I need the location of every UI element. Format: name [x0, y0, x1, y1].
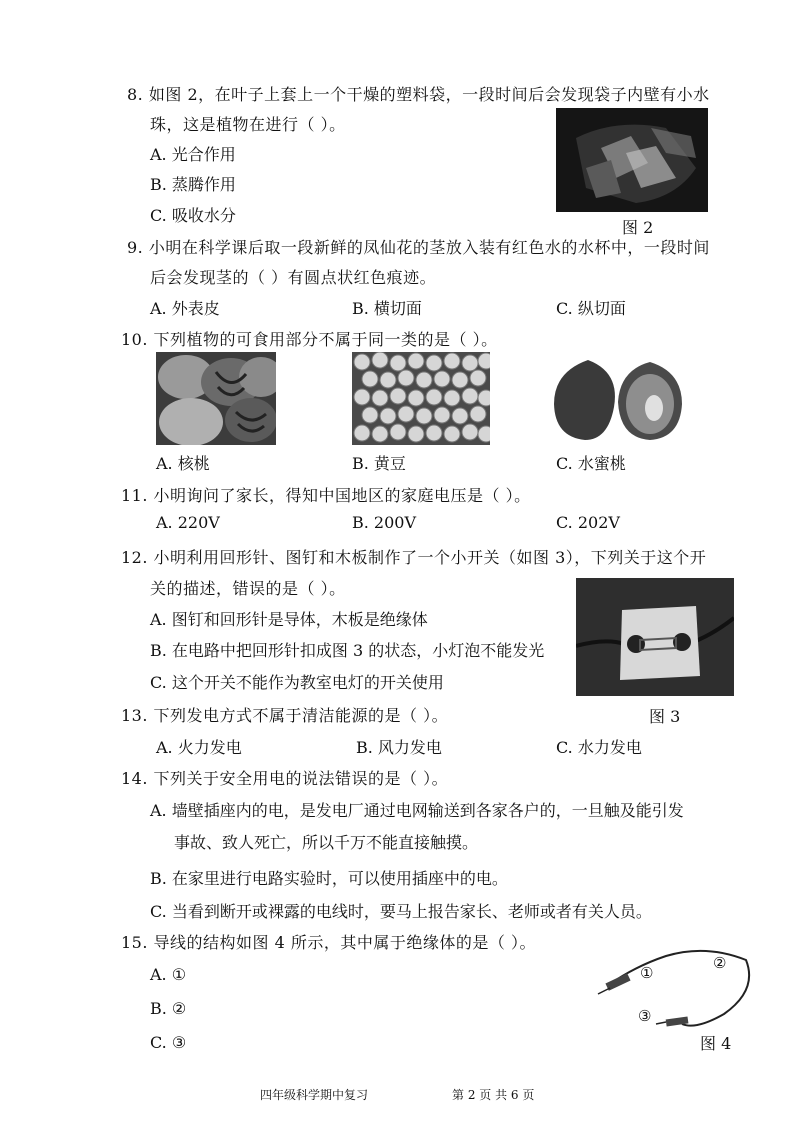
q10-option-a: A. 核桃	[156, 454, 210, 473]
figure-4-wire-diagram	[596, 938, 760, 1038]
q14-option-b: B. 在家里进行电路实验时，可以使用插座中的电。	[150, 869, 508, 888]
q15-option-b: B. ②	[150, 999, 187, 1018]
figure-2-caption: 图 2	[622, 218, 654, 237]
q10-line1: 10. 下列植物的可食用部分不属于同一类的是（ ）。	[121, 330, 498, 349]
walnut-photo	[156, 352, 276, 445]
q14-line1: 14. 下列关于安全用电的说法错误的是（ ）。	[121, 769, 449, 788]
q10-option-b: B. 黄豆	[352, 454, 406, 473]
q8-option-a: A. 光合作用	[150, 145, 236, 164]
q11-option-a: A. 220V	[156, 513, 220, 532]
q11-option-c: C. 202V	[556, 513, 620, 532]
footer-course-title: 四年级科学期中复习	[260, 1088, 369, 1102]
q13-line1: 13. 下列发电方式不属于清洁能源的是（ ）。	[121, 706, 449, 725]
q15-line1: 15. 导线的结构如图 4 所示，其中属于绝缘体的是（ ）。	[121, 933, 536, 952]
figure-3-caption: 图 3	[649, 707, 681, 726]
q11-option-b: B. 200V	[352, 513, 417, 532]
q15-option-c: C. ③	[150, 1033, 187, 1052]
q12-option-a: A. 图钉和回形针是导体，木板是绝缘体	[150, 610, 428, 629]
q9-option-a: A. 外表皮	[150, 299, 220, 318]
q10-option-c: C. 水蜜桃	[556, 454, 626, 473]
q8-line2: 珠，这是植物在进行（ ）。	[150, 115, 346, 134]
q12-line2: 关的描述，错误的是（ ）。	[150, 579, 346, 598]
q8-line1: 8. 如图 2，在叶子上套上一个干燥的塑料袋，一段时间后会发现袋子内壁有小水	[127, 85, 710, 104]
q14-option-a-line1: A. 墙壁插座内的电，是发电厂通过电网输送到各家各户的，一旦触及能引发	[150, 801, 684, 820]
footer-page-number: 第 2 页 共 6 页	[452, 1088, 535, 1102]
q14-option-c: C. 当看到断开或裸露的电线时，要马上报告家长、老师或者有关人员。	[150, 902, 652, 921]
peach-photo	[550, 352, 686, 445]
q12-option-c: C. 这个开关不能作为教室电灯的开关使用	[150, 673, 444, 692]
figure-3-photo-switch	[576, 578, 734, 696]
q12-line1: 12. 小明利用回形针、图钉和木板制作了一个小开关（如图 3），下列关于这个开	[121, 548, 707, 567]
figure-4-caption: 图 4	[700, 1034, 732, 1053]
q8-option-b: B. 蒸腾作用	[150, 175, 236, 194]
figure-2-photo-plastic-bag	[556, 108, 708, 212]
figure-4-label-1: ①	[640, 964, 654, 982]
q12-option-b: B. 在电路中把回形针扣成图 3 的状态，小灯泡不能发光	[150, 641, 545, 660]
q8-option-c: C. 吸收水分	[150, 206, 236, 225]
figure-4-label-3: ③	[638, 1007, 652, 1025]
q11-line1: 11. 小明询问了家长，得知中国地区的家庭电压是（ ）。	[121, 486, 531, 505]
q9-line2: 后会发现茎的（ ）有圆点状红色痕迹。	[150, 268, 437, 287]
figure-4-label-2: ②	[713, 954, 727, 972]
q13-option-b: B. 风力发电	[356, 738, 442, 757]
soybean-photo	[352, 352, 490, 445]
q13-option-a: A. 火力发电	[156, 738, 242, 757]
q15-option-a: A. ①	[150, 965, 187, 984]
q14-option-a-line2: 事故、致人死亡，所以千万不能直接触摸。	[174, 833, 479, 852]
q9-line1: 9. 小明在科学课后取一段新鲜的凤仙花的茎放入装有红色水的水杯中，一段时间	[127, 238, 710, 257]
q9-option-c: C. 纵切面	[556, 299, 626, 318]
q13-option-c: C. 水力发电	[556, 738, 642, 757]
q9-option-b: B. 横切面	[352, 299, 422, 318]
